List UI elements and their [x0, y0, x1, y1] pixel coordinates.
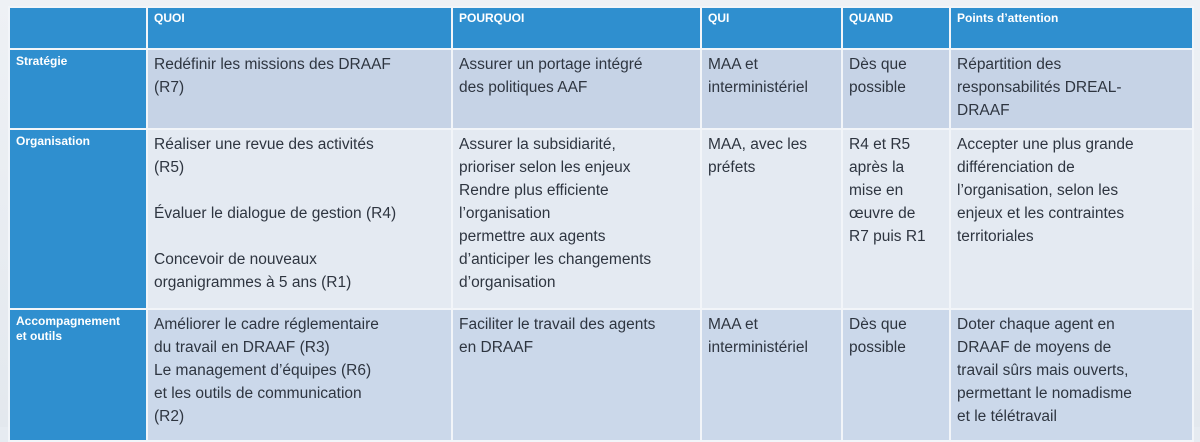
text-line: œuvre de	[849, 205, 916, 222]
text-line: (R5)	[154, 159, 185, 176]
header-pourquoi: POURQUOI	[452, 7, 701, 49]
row-label-organisation	[9, 129, 147, 309]
blank-line	[154, 225, 445, 248]
text-line: MAA, avec les	[708, 136, 808, 153]
table-row-organisation	[9, 129, 1193, 309]
cell-pourquoi	[452, 49, 701, 129]
header-row	[9, 7, 1193, 49]
action-plan-table	[8, 6, 1194, 442]
text-line: d’anticiper les changements	[459, 251, 652, 268]
text-line: possible	[849, 79, 906, 96]
text-line: Assurer un portage intégré	[459, 56, 643, 73]
text-line: permettre aux agents	[459, 228, 606, 245]
text-line: Redéfinir les missions des DRAAF	[154, 56, 391, 73]
cell-points-attention	[950, 309, 1193, 441]
header-quoi: QUOI	[147, 7, 452, 49]
cell-qui	[701, 129, 842, 309]
text-line: l’organisation, selon les	[957, 182, 1119, 199]
text-line: Répartition des	[957, 56, 1062, 73]
table-row-accompagnement	[9, 309, 1193, 441]
text-line: Concevoir de nouveaux	[154, 251, 317, 268]
text-line: possible	[849, 339, 906, 356]
table-row-strategie	[9, 49, 1193, 129]
text-line: Améliorer le cadre réglementaire	[154, 316, 379, 333]
text-line: et le télétravail	[957, 408, 1057, 425]
text-line: différenciation de	[957, 159, 1075, 176]
cell-quand	[842, 129, 950, 309]
text-line: et les outils de communication	[154, 385, 362, 402]
blank-line	[154, 179, 445, 202]
text-line: Le management d’équipes (R6)	[154, 362, 372, 379]
text-line: responsabilités DREAL-	[957, 79, 1122, 96]
row-label-text: Organisation	[16, 134, 91, 148]
text-line: R7 puis R1	[849, 228, 926, 245]
cell-qui	[701, 309, 842, 441]
text-line: MAA et	[708, 316, 758, 333]
text-line: Doter chaque agent en	[957, 316, 1115, 333]
cell-quoi	[147, 129, 452, 309]
text-line: territoriales	[957, 228, 1034, 245]
cell-points-attention	[950, 129, 1193, 309]
text-line: interministériel	[708, 339, 808, 356]
cell-pourquoi	[452, 309, 701, 441]
header-quand: QUAND	[842, 7, 950, 49]
text-line: préfets	[708, 159, 756, 176]
cell-quoi	[147, 309, 452, 441]
text-line: Dès que	[849, 56, 907, 73]
text-line: Dès que	[849, 316, 907, 333]
row-label-text: et outils	[16, 329, 63, 343]
text-line: Rendre plus efficiente	[459, 182, 609, 199]
cell-quoi	[147, 49, 452, 129]
text-line: travail sûrs mais ouverts,	[957, 362, 1129, 379]
text-line: (R7)	[154, 79, 185, 96]
text-line: MAA et	[708, 56, 758, 73]
header-corner-cell	[9, 7, 147, 49]
text-line: en DRAAF	[459, 339, 534, 356]
cell-pourquoi	[452, 129, 701, 309]
cell-qui	[701, 49, 842, 129]
cell-quand	[842, 49, 950, 129]
text-line: (R2)	[154, 408, 185, 425]
text-line: mise en	[849, 182, 904, 199]
header-qui: QUI	[701, 7, 842, 49]
text-line: enjeux et les contraintes	[957, 205, 1125, 222]
text-line: DRAAF de moyens de	[957, 339, 1112, 356]
text-line: du travail en DRAAF (R3)	[154, 339, 330, 356]
text-line: organigrammes à 5 ans (R1)	[154, 274, 352, 291]
cell-quand	[842, 309, 950, 441]
text-line: des politiques AAF	[459, 79, 588, 96]
text-line: interministériel	[708, 79, 808, 96]
text-line: R4 et R5	[849, 136, 911, 153]
text-line: Réaliser une revue des activités	[154, 136, 374, 153]
cell-points-attention	[950, 49, 1193, 129]
row-label-strategie	[9, 49, 147, 129]
text-line: Assurer la subsidiarité,	[459, 136, 616, 153]
text-line: Évaluer le dialogue de gestion (R4)	[154, 205, 397, 222]
text-line: d’organisation	[459, 274, 556, 291]
text-line: l’organisation	[459, 205, 551, 222]
text-line: après la	[849, 159, 905, 176]
header-points-attention: Points d’attention	[950, 7, 1193, 49]
text-line: DRAAF	[957, 102, 1010, 119]
row-label-accompagnement	[9, 309, 147, 441]
text-line: prioriser selon les enjeux	[459, 159, 631, 176]
row-label-text: Accompagnement	[16, 314, 121, 328]
row-label-text: Stratégie	[16, 54, 68, 68]
text-line: Faciliter le travail des agents	[459, 316, 656, 333]
text-line: Accepter une plus grande	[957, 136, 1134, 153]
text-line: permettant le nomadisme	[957, 385, 1132, 402]
